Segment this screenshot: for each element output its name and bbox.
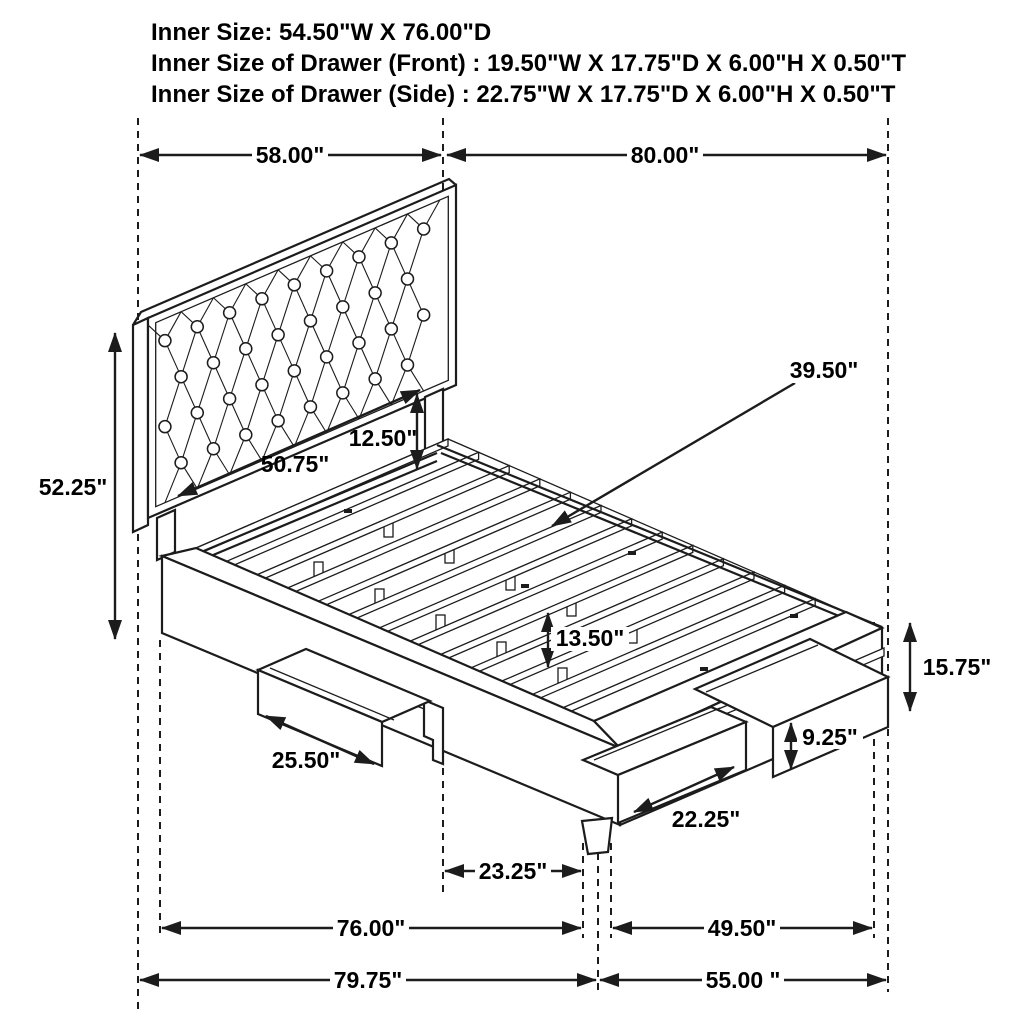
dim-rail-height: 13.50" [555, 625, 625, 651]
dim-overall-width: 55.00 " [705, 967, 781, 993]
dim-headboard-width: 58.00" [255, 142, 325, 168]
title-line-2: Inner Size of Drawer (Front) : 19.50"W X 17.75"D X 6.00"H X 0.50"T [151, 50, 907, 77]
dim-front-drawer-width: 22.25" [671, 806, 741, 832]
front-left-leg [582, 818, 612, 854]
dim-headboard-panel-width: 50.75" [260, 451, 330, 477]
headboard-side-face [133, 318, 148, 532]
dim-leg-spacing: 23.25" [478, 858, 548, 884]
dim-headboard-height: 52.25" [38, 474, 108, 500]
dim-platform-height: 15.75" [922, 654, 992, 680]
center-side-leg [424, 700, 443, 764]
dim-slat-span: 39.50" [789, 357, 859, 383]
dim-foot-span: 49.50" [707, 915, 777, 941]
dim-frame-length: 80.00" [630, 142, 700, 168]
dim-drawer-height: 9.25" [802, 724, 858, 750]
title-block [151, 19, 906, 108]
dim-panel-to-rail: 12.50" [348, 425, 418, 451]
dim-side-rail-length: 76.00" [336, 915, 406, 941]
title-line-1: Inner Size: 54.50"W X 76.00"D [151, 19, 492, 46]
dim-side-drawer-width: 25.50" [271, 747, 341, 773]
dim-overall-length: 79.75" [333, 967, 403, 993]
title-line-3: Inner Size of Drawer (Side) : 22.75"W X 17.75"D X 6.00"H X 0.50"T [151, 81, 896, 108]
